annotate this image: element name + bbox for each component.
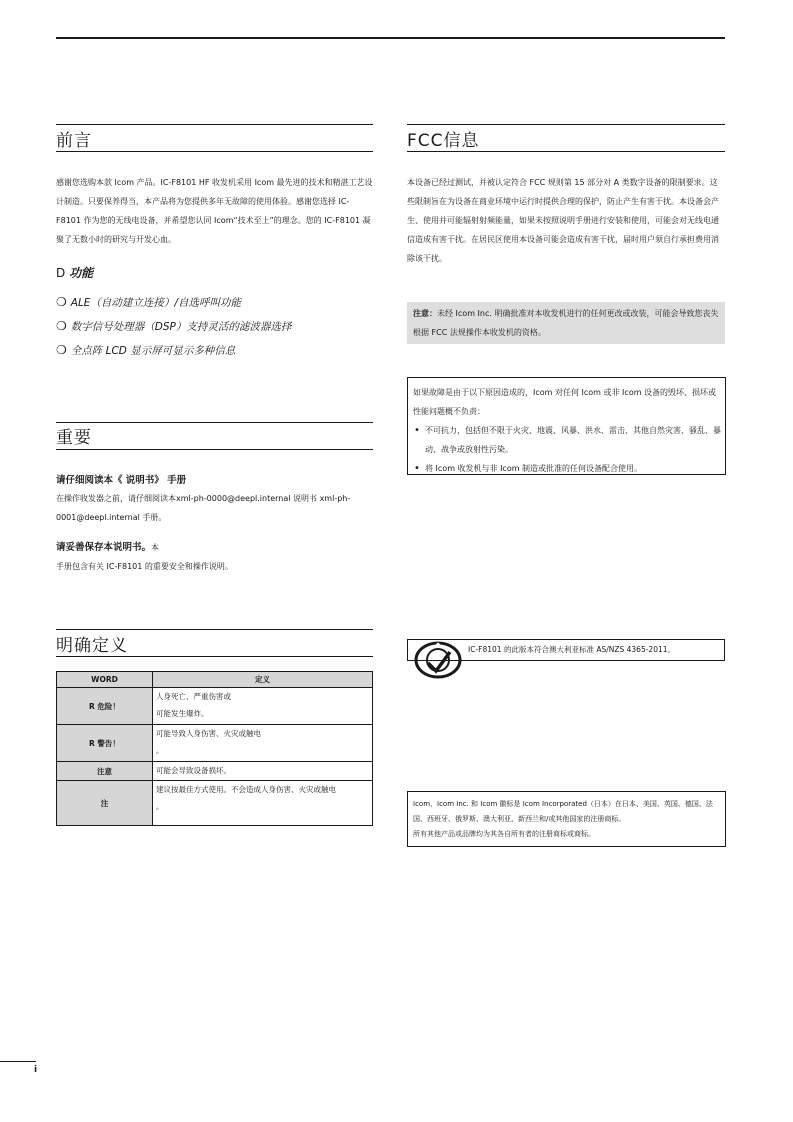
definition-line: 人身死亡、严重伤害或 bbox=[156, 692, 231, 701]
page-number: i bbox=[34, 1065, 38, 1075]
col-definition-header: 定义 bbox=[153, 672, 373, 688]
circle-bullet-icon: ❍ bbox=[56, 295, 67, 309]
fcc-title: FCC信息 bbox=[407, 131, 480, 151]
compliance-box bbox=[407, 639, 725, 661]
table-row bbox=[57, 688, 373, 725]
fcc-caution-label: 注意： bbox=[413, 309, 437, 318]
disclaimer-box bbox=[407, 377, 726, 475]
definition-cell bbox=[153, 725, 373, 762]
term-caution: 注意 bbox=[57, 762, 153, 781]
table-row bbox=[57, 725, 373, 762]
table-header-row bbox=[57, 672, 373, 688]
keep-manual-text: 手册包含有关 IC-F8101 的重要安全和操作说明。 bbox=[56, 562, 233, 571]
definition-line: 建议按最佳方式使用。不会造成人身伤害、火灾或触电 bbox=[156, 785, 336, 794]
term-danger: R 危险！ bbox=[57, 688, 153, 725]
features-heading bbox=[56, 265, 93, 281]
circle-bullet-icon: ❍ bbox=[56, 319, 67, 333]
trademark-other: 所有其他产品或品牌均为其各自所有者的注册商标或商标。 bbox=[413, 830, 595, 838]
list-item: • 将 Icom 收发机与非 Icom 制造或批准的任何设备配合使用。 bbox=[413, 459, 721, 478]
definitions-bottom-rule bbox=[56, 656, 373, 657]
preface-top-rule bbox=[56, 124, 373, 125]
definitions-top-rule bbox=[56, 629, 373, 630]
definition-cell bbox=[153, 688, 373, 725]
preface-paragraph: 感谢您选购本款 Icom 产品。IC-F8101 HF 收发机采用 Icom 最先进的技术和精湛工艺设计制造。只要保养得当，本产品将为您提供多年无故障的使用体验。感谢您选择 IC-F8101 作为您的无线电设备，并希望您认同 Icom“技术至上”的理念。您的 IC-F8101 凝聚了无数小时的研究与开发心血。 bbox=[56, 178, 373, 244]
preface-bottom-rule bbox=[56, 151, 373, 152]
compliance-text: IC-F8101 的此版本符合澳大利亚标准 AS/NZS 4365-2011。 bbox=[468, 645, 676, 654]
list-item: • 不可抗力，包括但不限于火灾、地震、风暴、洪水、雷击、其他自然灾害、骚乱、暴动、战争或放射性污染。 bbox=[413, 421, 721, 459]
definition-line: 。 bbox=[156, 802, 164, 811]
important-bottom-rule bbox=[56, 449, 373, 450]
table-row bbox=[57, 781, 373, 826]
fcc-caution-box bbox=[407, 302, 725, 344]
term-warning: R 警告！ bbox=[57, 725, 153, 762]
footer-rule bbox=[0, 1061, 36, 1062]
feature-item-text: 数字信号处理器（DSP）支持灵活的滤波器选择 bbox=[70, 321, 292, 333]
feature-item bbox=[56, 319, 291, 334]
fcc-caution-text: 未经 Icom Inc. 明确批准对本收发机进行的任何更改或改装，可能会导致您丧失根据 FCC 法规操作本收发机的资格。 bbox=[413, 309, 719, 337]
definition-cell bbox=[153, 762, 373, 781]
fcc-paragraph: 本设备已经过测试，并被认定符合 FCC 规则第 15 部分对 A 类数字设备的限制要求。这些限制旨在为设备在商业环境中运行时提供合理的保护，防止产生有害干扰。本设备会产生、使用并可能辐射射频能量，如果未按照说明手册进行安装和使用，可能会对无线电通信造成有害干扰。在居民区使用本设备可能会造成有害干扰，届时用户须自行承担费用消除该干扰。 bbox=[407, 178, 719, 263]
disclaimer-list bbox=[408, 421, 725, 478]
table-row bbox=[57, 762, 373, 781]
definition-line: 可能会导致设备损坏。 bbox=[156, 766, 231, 775]
keep-manual-heading-tail: 本 bbox=[151, 543, 160, 552]
features-heading-mark: D bbox=[56, 266, 66, 280]
trademark-text: Icom、Icom Inc. 和 Icom 徽标是 Icom Incorporated（日本）在日本、美国、英国、德国、法国、西班牙、俄罗斯、澳大利亚、新西兰和/或其他国家的注册商标。 bbox=[413, 800, 713, 823]
feature-item bbox=[56, 343, 235, 358]
read-manual-heading: 请仔细阅读本《 说明书》 手册 bbox=[56, 475, 187, 486]
features-heading-text: 功能 bbox=[69, 266, 94, 280]
disclaimer-intro: 如果故障是由于以下原因造成的，Icom 对任何 Icom 或非 Icom 设备的毁坏、损坏或性能问题概不负责： bbox=[413, 388, 717, 416]
definition-line: 可能导致人身伤害、火灾或触电 bbox=[156, 729, 261, 738]
feature-item bbox=[56, 295, 241, 310]
fcc-top-rule bbox=[407, 124, 725, 125]
keep-manual-heading bbox=[56, 541, 159, 555]
keep-manual-heading-text: 请妥善保存本说明书。 bbox=[56, 542, 152, 553]
feature-item-text: 全点阵 LCD 显示屏可显示多种信息 bbox=[70, 345, 236, 357]
col-word-header: WORD bbox=[57, 672, 153, 688]
important-top-rule bbox=[56, 422, 373, 423]
definition-line: 可能发生爆炸。 bbox=[156, 709, 209, 718]
definitions-title: 明确定义 bbox=[56, 636, 128, 656]
definition-cell bbox=[153, 781, 373, 826]
preface-title: 前言 bbox=[56, 131, 92, 151]
circle-bullet-icon: ❍ bbox=[56, 343, 67, 357]
feature-item-text: ALE（自动建立连接）/自选呼叫功能 bbox=[70, 297, 241, 309]
important-title: 重要 bbox=[56, 428, 92, 448]
definition-line: 。 bbox=[156, 746, 164, 755]
read-manual-text: 在操作收发器之前，请仔细阅读本xml-ph-0000@deepl.internal 说明书 xml-ph-0001@deepl.internal 手册。 bbox=[56, 494, 351, 522]
trademark-box bbox=[407, 791, 726, 847]
definitions-table bbox=[56, 671, 373, 826]
term-note: 注 bbox=[57, 781, 153, 826]
fcc-bottom-rule bbox=[407, 151, 725, 152]
header-rule bbox=[56, 37, 725, 39]
